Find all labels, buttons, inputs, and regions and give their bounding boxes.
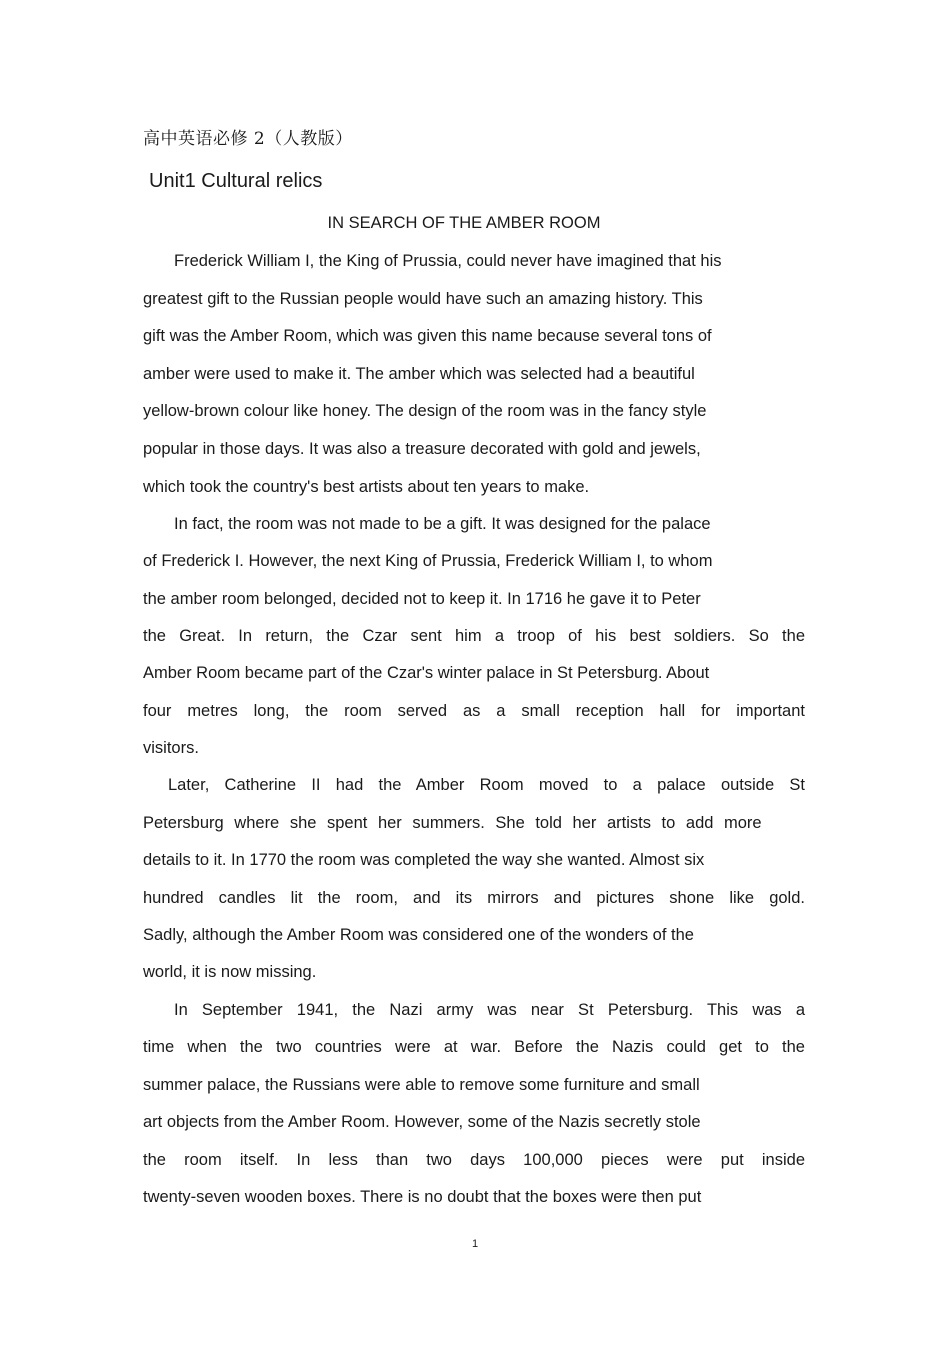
book-title: 高中英语必修 2（人教版） — [143, 129, 353, 149]
text-line: which took the country's best artists about ten years to make. — [143, 478, 590, 496]
text-line: details to it. In 1770 the room was completed the way she wanted. Almost six — [143, 851, 705, 869]
text-line: of Frederick I. However, the next King of Prussia, Frederick William I, to whom — [143, 552, 713, 570]
text-line: art objects from the Amber Room. However, some of the Nazis secretly stole — [143, 1113, 701, 1131]
text-line: Frederick William I, the King of Prussia, could never have imagined that his — [174, 252, 722, 270]
text-line: visitors. — [143, 739, 199, 757]
text-line: Sadly, although the Amber Room was considered one of the wonders of the — [143, 926, 694, 944]
article-title: IN SEARCH OF THE AMBER ROOM — [327, 214, 601, 232]
text-line: Later, Catherine II had the Amber Room moved to a palace outside St — [168, 776, 805, 794]
page-number: 1 — [471, 1238, 479, 1250]
text-line: gift was the Amber Room, which was given this name because several tons of — [143, 327, 712, 345]
text-line: the Great. In return, the Czar sent him a troop of his best soldiers. So the — [143, 627, 805, 645]
text-line: In fact, the room was not made to be a gift. It was designed for the palace — [174, 515, 711, 533]
text-line: amber were used to make it. The amber which was selected had a beautiful — [143, 365, 695, 383]
text-line: summer palace, the Russians were able to remove some furniture and small — [143, 1076, 700, 1094]
text-line: world, it is now missing. — [143, 963, 317, 981]
text-line: Petersburg where she spent her summers. She told her artists to add more — [143, 814, 762, 832]
text-line: In September 1941, the Nazi army was near St Petersburg. This was a — [174, 1001, 805, 1019]
text-line: greatest gift to the Russian people would have such an amazing history. This — [143, 290, 703, 308]
text-line: yellow-brown colour like honey. The design of the room was in the fancy style — [143, 402, 707, 420]
unit-title: Unit1 Cultural relics — [149, 170, 323, 192]
text-line: twenty-seven wooden boxes. There is no doubt that the boxes were then put — [143, 1188, 702, 1206]
text-line: the amber room belonged, decided not to keep it. In 1716 he gave it to Peter — [143, 590, 701, 608]
text-line: hundred candles lit the room, and its mirrors and pictures shone like gold. — [143, 889, 805, 907]
text-line: Amber Room became part of the Czar's winter palace in St Petersburg. About — [143, 664, 710, 682]
text-line: four metres long, the room served as a small reception hall for important — [143, 702, 805, 720]
text-line: the room itself. In less than two days 100,000 pieces were put inside — [143, 1151, 805, 1169]
text-line: time when the two countries were at war. Before the Nazis could get to the — [143, 1038, 805, 1056]
text-line: popular in those days. It was also a treasure decorated with gold and jewels, — [143, 440, 701, 458]
